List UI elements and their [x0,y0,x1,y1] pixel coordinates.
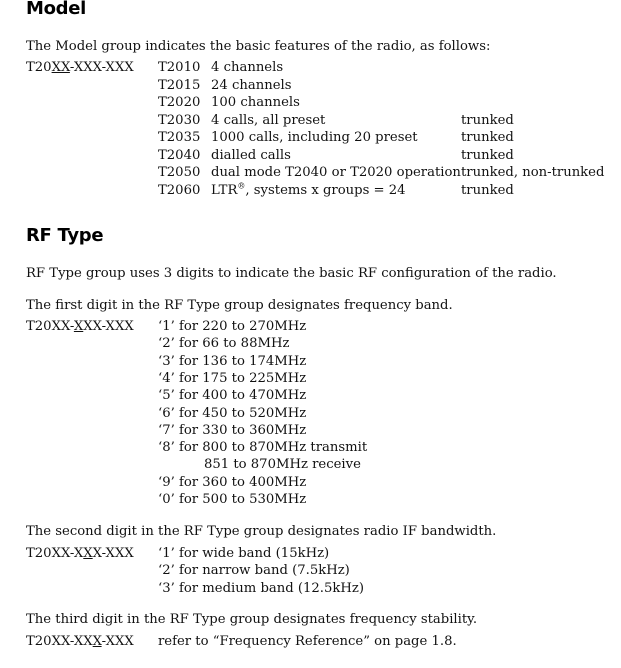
second-digit-code [26,546,134,561]
model-desc [211,60,283,75]
model-code: T2035 [158,130,201,145]
list-item: ‘9’ for 360 to 400MHz [158,474,307,490]
list-item: ‘7’ for 330 to 360MHz [158,422,307,438]
model-code-prefix: T20 [26,60,52,75]
code-prefix: T20XX-XX [26,634,93,649]
model-desc-text: dual mode T2040 or T2020 operation [211,165,461,180]
code-suffix: XX-XXX [83,319,134,334]
list-item: ‘1’ for wide band (15kHz) [158,546,330,561]
list-item: ‘3’ for 136 to 174MHz [158,353,307,369]
first-digit-text: The first digit in the RF Type group designates frequency band. [26,298,453,313]
code-prefix: T20XX-X [26,546,84,561]
model-code-pattern [26,60,134,75]
list-item: ‘2’ for narrow band (7.5kHz) [158,563,350,579]
model-code: T2060 [158,182,201,198]
model-desc-text: 4 channels [211,60,284,75]
model-desc [211,113,325,128]
list-item: ‘1’ for 220 to 270MHz [158,319,307,334]
second-digit-text: The second digit in the RF Type group designates radio IF bandwidth. [26,524,497,539]
third-digit-code [26,634,134,649]
model-desc [211,183,406,198]
list-item: ‘5’ for 400 to 470MHz [158,388,307,404]
model-desc-text: dialled calls [211,147,291,163]
model-desc [211,95,300,110]
model-code-underlined: XX [51,60,70,75]
model-heading: Model [26,0,87,19]
code-underlined: X [83,546,93,561]
model-note: trunked [461,130,514,145]
model-desc [211,130,418,145]
rftype-heading: RF Type [26,225,104,246]
model-code: T2030 [158,112,201,128]
model-code: T2015 [158,77,201,93]
rftype-intro: RF Type group uses 3 digits to indicate the basic RF configuration of the radio. [26,266,557,281]
third-digit-text: The third digit in the RF Type group designates frequency stability. [26,612,478,627]
frequency-reference-note: refer to “Frequency Reference” on page 1.8. [158,634,457,649]
code-underlined: X [92,634,102,649]
list-item: ‘0’ for 500 to 530MHz [158,492,307,507]
first-digit-code [26,319,134,334]
model-desc [211,165,461,180]
list-item: ‘6’ for 450 to 520MHz [158,405,307,421]
model-note: trunked, non-trunked [461,165,605,180]
model-desc-text: 4 calls, all preset [211,112,326,128]
model-desc-tail: , systems x groups = 24 [245,182,406,198]
model-desc-text: 1000 calls, including 20 preset [211,130,418,145]
model-desc [211,148,291,163]
model-intro: The Model group indicates the basic features of the radio, as follows: [26,39,491,54]
model-note: trunked [461,112,514,128]
model-code: T2050 [158,165,201,180]
code-suffix: -XXX [101,634,134,649]
list-item: ‘3’ for medium band (12.5kHz) [158,580,364,596]
code-underlined: X [73,319,84,334]
model-note: trunked [461,147,514,163]
model-desc-text: 100 channels [211,95,300,110]
list-item: ‘4’ for 175 to 225MHz [158,370,307,386]
code-prefix: T20XX- [26,319,74,334]
model-desc-text: LTR [211,182,238,198]
model-code: T2040 [158,147,201,163]
model-desc [211,78,292,93]
model-desc-text: 24 channels [211,77,292,93]
model-code: T2010 [158,60,201,75]
model-code-suffix: -XXX-XXX [69,60,134,75]
list-item: 851 to 870MHz receive [204,457,361,473]
registered-mark: ® [237,181,246,191]
code-suffix: X-XXX [92,546,134,561]
list-item: ‘2’ for 66 to 88MHz [158,336,290,352]
model-note: trunked [461,182,514,198]
model-code: T2020 [158,95,201,110]
list-item: ‘8’ for 800 to 870MHz transmit [158,440,368,456]
